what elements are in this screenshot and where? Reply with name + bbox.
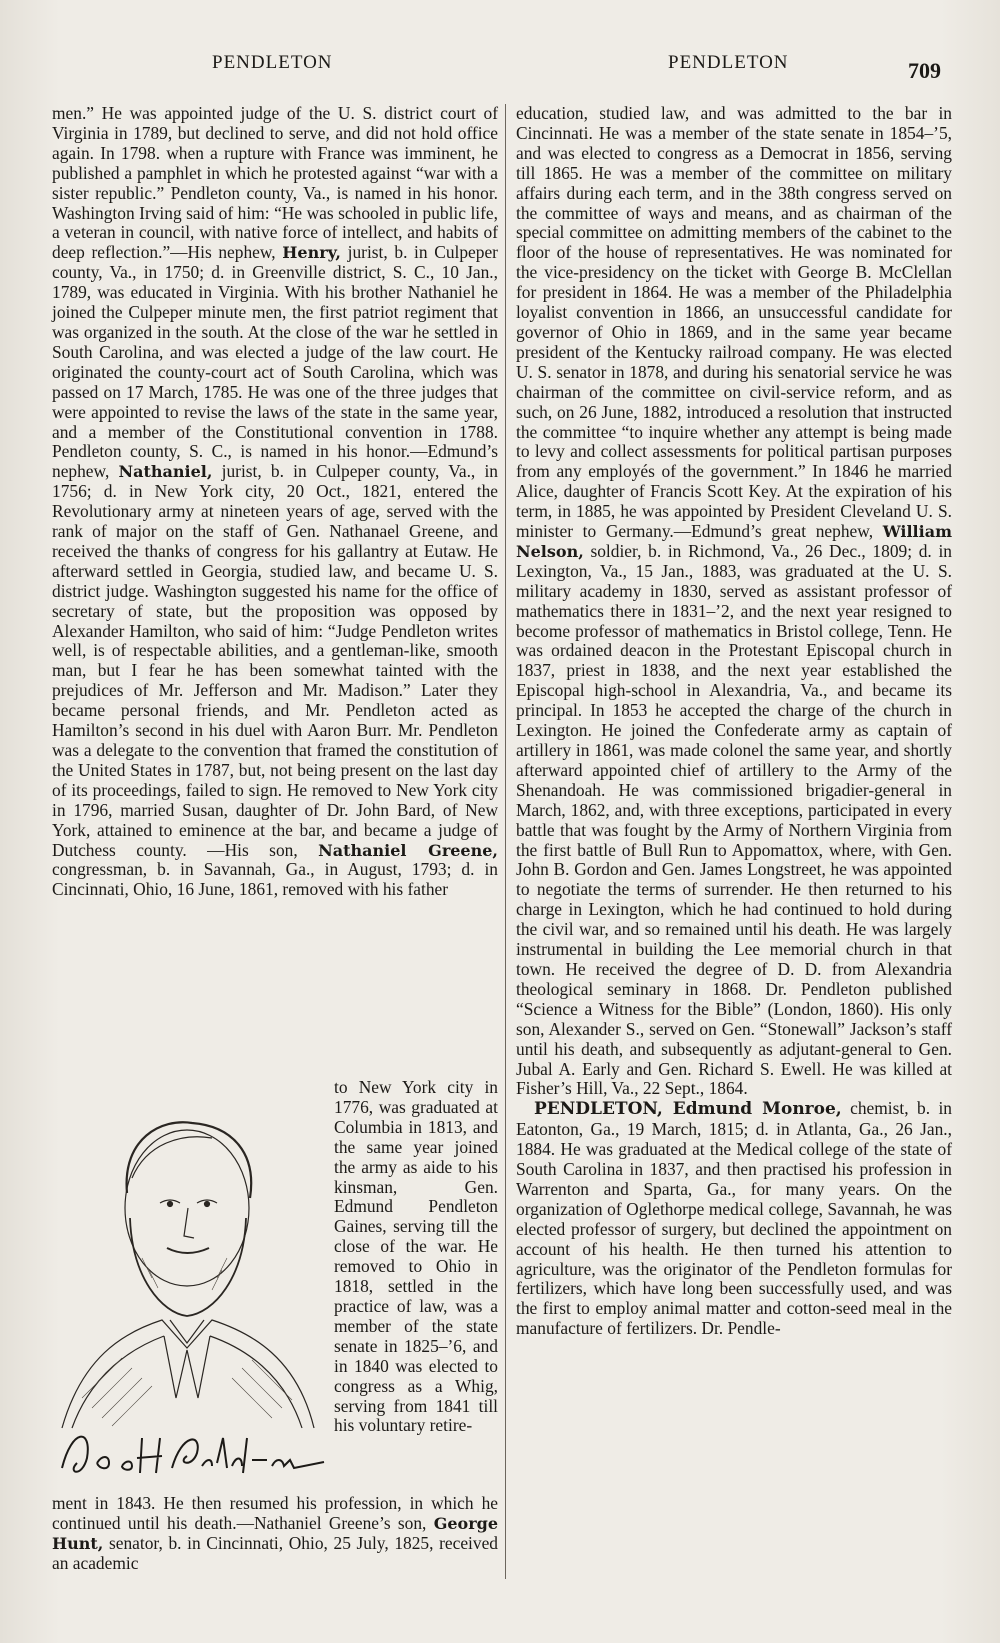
entry-heading-edmund-monroe: PENDLETON, Edmund Monroe,: [534, 1099, 842, 1120]
right-column: [516, 104, 952, 1339]
running-head-right: PENDLETON: [668, 52, 789, 73]
portrait-block: [52, 1078, 498, 1494]
wrap-text: to New York city in 1776, was graduated at Columbia in 1813, and the same year joined the army as aide to his kinsman, Gen. Edmund Pendleton Gaines, serving till the close of the war. He removed to Ohio in 1818, settled in the practice of law, was a member of the state senate in 1825–’6, and in 1840 was elected to congress as a Whig, serving from 1841 till his voluntary retire-: [334, 1077, 498, 1436]
text-run: ment in 1843. He then resumed his profession, in which he continued until his death.—Nathaniel Greene’s son,: [52, 1493, 498, 1533]
right-column-entry: [516, 1099, 952, 1339]
text-run: education, studied law, and was admitted to the bar in Cincinnati. He was a member of the state senate in 1854–’5, and was elected to congress as a Democrat in 1856, serving till 1865. He was a member of the committee on military affairs during each term, and in the 38th congress served on the committee of ways and means, and as chairman of the special committee on admitting members of the cabinet to the floor of the house of representatives. He was nominated for the vice-presidency on the ticket with George B. McClellan for president in 1864. He was a member of the Philadelphia loyalist convention in 1866, an unsuccessful candidate for governor of Ohio in 1869, and in the same year became president of the Kentucky railroad company. He was elected U. S. senator in 1878, and during his senatorial service he was chairman of the committee on civil-service reform, and as such, on 26 June, 1882, introduced a resolution that instructed the committee “to inquire whether any attempt is being made to levy and collect assessments for political partisan purposes from any employés of the government.” In 1846 he married Alice, daughter of Francis Scott Key. At the expiration of his term, in 1885, he was appointed by President Cleveland U. S. minister to Germany.—Edmund’s great nephew,: [516, 103, 952, 542]
left-column: [52, 104, 498, 900]
text-run: congressman, b. in Savannah, Ga., in August, 1793; d. in Cincinnati, Ohio, 16 June, 1861, removed with his father: [52, 859, 498, 900]
left-column-paragraph: [52, 104, 498, 900]
text-run: soldier, b. in Richmond, Va., 26 Dec., 1809; d. in Lexington, Va., 15 Jan., 1883, was graduated at the U. S. military academy in 1830, served as assistant professor of mathematics there in 1831–’2, and the next year resigned to become professor of mathematics in Bristol college, Tenn. He was ordained deacon in the Protestant Episcopal church in 1837, priest in 1838, and the next year established the Episcopal high-school in Alexandria, Va., and became its principal. In 1853 he accepted the charge of the church in Lexington. He joined the Confederate army as captain of artillery in 1861, was made colonel the same year, and shortly afterward appointed chief of artillery to the Army of the Shenandoah. He was commissioned brigadier-general in March, 1862, and, with three exceptions, participated in every battle that was fought by the Army of Northern Virginia from the first battle of Bull Run to Appomattox, where, with Gen. John B. Gordon and Gen. James Longstreet, he was appointed to negotiate the terms of surrender. He then returned to his charge in Lexington, which he had continued to hold during the civil war, and so remained until his death. He was largely instrumental in building the Lee memorial church in that town. He received the degree of D. D. from Alexandria theological seminary in 1868. Dr. Pendleton published “Science a Witness for the Bible” (London, 1860). His only son, Alexander S., served on Gen. “Stonewall” Jackson’s staff until his death, and subsequently as adjutant-general to Gen. Jubal A. Early and Gen. Richard S. Ewell. He was killed at Fisher’s Hill, Va., 22 Sept., 1864.: [516, 540, 952, 1099]
text-run: jurist, b. in Culpeper county, Va., in 1750; d. in Greenville district, S. C., 10 Jan., 1789, was educated in Virginia. With his brother Nathaniel he joined the Culpeper minute men, the first patriot regiment that was organized in the south. At the close of the war he settled in South Carolina, and was elected a judge of the law court. He originated the county-court act of South Carolina, which was passed on 17 March, 1785. He was one of the three judges that were appointed to revise the laws of the state in the same year, and a member of the Constitutional convention in 1788. Pendleton county, S. C., is named in his honor.—Edmund’s nephew,: [52, 242, 498, 482]
right-column-paragraph: [516, 104, 952, 1099]
entry-name-nathaniel: Nathaniel,: [118, 462, 213, 482]
entry-name-william-nelson: William Nelson,: [516, 522, 952, 561]
entry-name-george-hunt: George Hunt,: [52, 1513, 498, 1553]
signature: [52, 1418, 332, 1490]
left-column-bottom: [52, 1494, 498, 1574]
portrait-engraving: [52, 1098, 322, 1438]
text-run: men.” He was appointed judge of the U. S. district court of Virginia in 1789, but declined to serve, and did not hold office again. In 1798. when a rupture with France was imminent, he published a pamphlet in which he protested against “war with a sister republic.” Pendleton county, Va., is named in his honor. Washington Irving said of him: “He was schooled in public life, a veteran in council, with native force of intellect, and habits of deep reflection.”—His nephew,: [52, 103, 498, 263]
page-number: 709: [908, 58, 941, 83]
entry-name-henry: Henry,: [282, 243, 341, 263]
entry-name-nathaniel-greene: Nathaniel Greene,: [318, 840, 498, 860]
text-run: senator, b. in Cincinnati, Ohio, 25 July, 1825, received an academic: [52, 1532, 498, 1573]
text-run: jurist, b. in Culpeper county, Va., in 1756; d. in New York city, 20 Oct., 1821, entered the Revolutionary army at nineteen years of age, served with the rank of major on the staff of Gen. Nathanael Greene, and received the thanks of congress for his gallantry at Eutaw. He afterward settled in Georgia, studied law, and became U. S. district judge. Washington suggested his name for the office of secretary of state, but the proposition was opposed by Alexander Hamilton, who said of him: “Judge Pendleton writes well, is of respectable abilities, and a gentleman-like, smooth man, but I fear he has been somewhat tainted with the prejudices of Mr. Jefferson and Mr. Madison.” Later they became personal friends, and Mr. Pendleton acted as Hamilton’s second in his duel with Aaron Burr. Mr. Pendleton was a delegate to the convention that framed the constitution of the United States in 1787, but, not being present on the last day of its proceedings, failed to sign. He removed to New York city in 1796, married Susan, daughter of Dr. John Bard, of New York, attained to eminence at the bar, and became a judge of Dutchess county. —His son,: [52, 461, 498, 860]
text-run: chemist, b. in Eatonton, Ga., 19 March, 1815; d. in Atlanta, Ga., 26 Jan., 1884. He was graduated at the Medical college of the state of South Carolina in 1837, and then practised his profession in Warrenton and Sparta, Ga., for many years. On the organization of Oglethorpe medical college, Savannah, he was elected professor of surgery, but declined the appointment on account of his health. He then turned his attention to agriculture, was the originator of the Pendleton formulas for fertilizers, which have long been successfully used, and was the first to employ animal matter and cotton-seed meal in the manufacture of fertilizers. Dr. Pendle-: [516, 1098, 952, 1339]
column-divider: [505, 104, 506, 1579]
running-head-left: PENDLETON: [212, 52, 333, 73]
